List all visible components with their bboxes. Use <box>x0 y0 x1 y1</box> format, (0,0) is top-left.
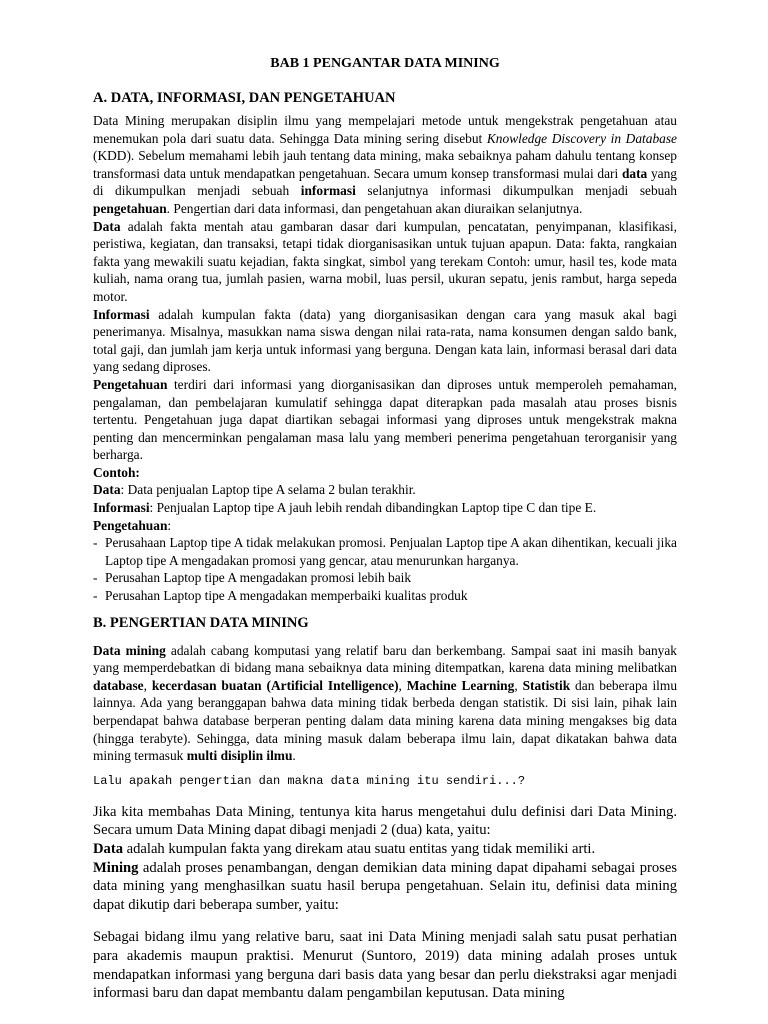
example-pengetahuan-label: Pengetahuan <box>93 517 168 533</box>
section-a-intro-paragraph <box>93 112 677 218</box>
mining-word-text: adalah proses penambangan, dengan demikian data mining dapat dipahami sebagai proses data mining yang menghasilkan suatu hasil berupa pengetahuan. Selain itu, definisi data mining dapat dikutip dari beberapa sumber, yaitu: <box>93 859 677 913</box>
bullet-text: Perusahan Laptop tipe A mengadakan promosi lebih baik <box>105 570 412 586</box>
data-term: Data <box>93 218 121 234</box>
informasi-definition-text: adalah kumpulan fakta (data) yang diorganisasikan dengan cara yang masuk akal bagi penerimanya. Misalnya, masukkan nama siswa dengan nilai rata-rata, nama konsumen dengan saldo bank, total gaji, dan jumlah jam kerja untuk informasi yang berguna. Dengan kata lain, informasi berasal dari data yang sedang diproses. <box>93 306 677 375</box>
informasi-term: Informasi <box>93 306 150 322</box>
example-heading-text: Contoh: <box>93 464 140 480</box>
dm-sep-2: , <box>398 677 407 693</box>
definition-intro-paragraph: Jika kita membahas Data Mining, tentunya kita harus mengetahui dulu definisi dari Data Mining. Secara umum Data Mining dapat dibagi menjadi 2 (dua) kata, yaitu: <box>93 803 677 839</box>
bullet-text: Perusahaan Laptop tipe A tidak melakukan promosi. Penjualan Laptop tipe A akan dihentikan, kecuali jika Laptop tipe A mengadakan promosi yang gencar, atau menurunkan harganya. <box>105 535 677 568</box>
list-item <box>93 534 677 569</box>
chapter-title: BAB 1 PENGANTAR DATA MINING <box>270 56 500 71</box>
example-pengetahuan-line <box>93 517 677 535</box>
intro-text-2: (KDD). Sebelum memahami lebih jauh tentang data mining, maka sebaiknya paham dahulu tentang konsep transformasi data untuk mendapatkan pengetahuan. Secara umum konsep transformasi mulai dari <box>93 148 677 181</box>
section-b-heading: B. PENGERTIAN DATA MINING <box>93 614 309 631</box>
question-line: Lalu apakah pengertian dan makna data mining itu sendiri...? <box>93 773 526 788</box>
intro-text-4: selanjutnya informasi dikumpulkan menjadi sebuah <box>355 183 678 199</box>
data-word-paragraph <box>93 840 677 859</box>
data-mining-definition-paragraph <box>93 642 677 765</box>
bullet-dash: - <box>93 570 98 586</box>
list-item <box>93 587 677 605</box>
mining-word-paragraph <box>93 859 677 915</box>
pengetahuan-term: Pengetahuan <box>93 376 168 392</box>
data-definition-paragraph <box>93 218 677 306</box>
dm-bold-statistik: Statistik <box>522 677 571 693</box>
data-word-term: Data <box>93 840 123 857</box>
dm-sep-1: , <box>143 677 152 693</box>
pengetahuan-definition-text: terdiri dari informasi yang diorganisasikan dan diproses untuk memperoleh pemahaman, pengalaman, dan pembelajaran kumulatif sehingga dapat diterapkan pada masalah atau proses bisnis tertentu. Pengetahuan juga dapat diartikan sebagai informasi yang diproses untuk mengekstrak makna penting dan mencerminkan pengalaman masa lalu yang memberi penerima pengetahuan terorganisir yang berharga. <box>93 376 677 463</box>
intro-text-5: . Pengertian dari data informasi, dan pengetahuan akan diuraikan selanjutnya. <box>166 200 583 216</box>
section-a-heading: A. DATA, INFORMASI, DAN PENGETAHUAN <box>93 90 396 106</box>
example-data-text: : Data penjualan Laptop tipe A selama 2 bulan terakhir. <box>120 482 416 498</box>
pengetahuan-bullet-list <box>93 534 677 604</box>
kdd-term: Knowledge Discovery in Database <box>486 130 678 146</box>
intro-bold-pengetahuan: pengetahuan <box>93 200 167 216</box>
dm-bold-ml: Machine Learning <box>406 677 515 693</box>
dm-bold-multi-disiplin: multi disiplin ilmu <box>186 748 293 764</box>
pengetahuan-definition-paragraph <box>93 376 677 464</box>
example-informasi-label: Informasi <box>93 500 150 516</box>
dm-text-1: adalah cabang komputasi yang relatif baru dan berkembang. Sampai saat ini masih banyak yang memperdebatkan di bidang mana sebaiknya data mining ditempatkan, karena data mining melibatkan <box>93 642 677 676</box>
data-word-text: adalah kumpulan fakta yang direkam atau suatu entitas yang tidak memiliki arti. <box>123 840 596 857</box>
example-informasi-text: : Penjualan Laptop tipe A jauh lebih rendah dibandingkan Laptop tipe C dan tipe E. <box>149 500 597 516</box>
bullet-dash: - <box>93 588 98 604</box>
data-definition-text: adalah fakta mentah atau gambaran dasar dari kumpulan, pencatatan, penyimpanan, klasifikasi, peristiwa, kegiatan, dan transaksi, tetapi tidak diorganisasikan untuk tujuan apapun. Data: fakta, rangkaian fakta yang mewakili suatu kejadian, fakta singkat, simbol yang terekam Contoh: umur, hasil tes, kode mata kuliah, nama orang tua, jumlah pasien, warna mobil, luas persil, ukuran sepatu, jenis rambut, harga sepeda motor. <box>93 218 677 304</box>
dm-bold-database: database <box>93 677 144 693</box>
intro-bold-data: data <box>621 165 648 181</box>
document-page <box>93 54 677 1003</box>
intro-text-1: Data Mining merupakan disiplin ilmu yang mempelajari metode untuk mengekstrak pengetahuan atau menemukan pola dari suatu data. Sehingga Data mining sering disebut <box>93 113 677 146</box>
example-pengetahuan-suffix: : <box>167 517 172 533</box>
mining-word-term: Mining <box>93 859 139 876</box>
intro-bold-informasi: informasi <box>300 183 356 199</box>
example-informasi-line <box>93 499 677 517</box>
suntoro-paragraph: Sebagai bidang ilmu yang relative baru, saat ini Data Mining menjadi salah satu pusat perhatian para akademis maupun praktisi. Menurut (Suntoro, 2019) data mining adalah proses untuk mendapatkan informasi yang berguna dari basis data yang besar dan perlu diekstraksi agar menjadi informasi baru dan dapat membantu dalam pengambilan keputusan. Data mining <box>93 929 677 1002</box>
dm-bold-ai: kecerdasan buatan (Artificial Intelligence) <box>151 677 399 693</box>
data-mining-term: Data mining <box>93 642 166 658</box>
example-heading <box>93 464 677 482</box>
dm-end: . <box>292 748 296 764</box>
dm-text-2: dan beberapa ilmu lainnya. Ada yang beranggapan bahwa data mining tidak berbeda dengan statistik. Di sisi lain, pihak lain berpendapat bahwa database berperan penting dalam data mining karena data mining mengakses big data (hingga terabyte). Sehingga, data mining masuk dalam beberapa ilmu lain, dapat dikatakan bahwa data mining termasuk <box>93 677 678 764</box>
informasi-definition-paragraph <box>93 306 677 376</box>
bullet-text: Perusahan Laptop tipe A mengadakan memperbaiki kualitas produk <box>105 588 468 604</box>
intro-text-3: yang di dikumpulkan menjadi sebuah <box>93 165 677 199</box>
dm-sep-3: , <box>514 677 523 693</box>
example-data-line <box>93 481 677 499</box>
list-item <box>93 569 677 587</box>
example-data-label: Data <box>93 482 121 498</box>
bullet-dash: - <box>93 535 98 551</box>
